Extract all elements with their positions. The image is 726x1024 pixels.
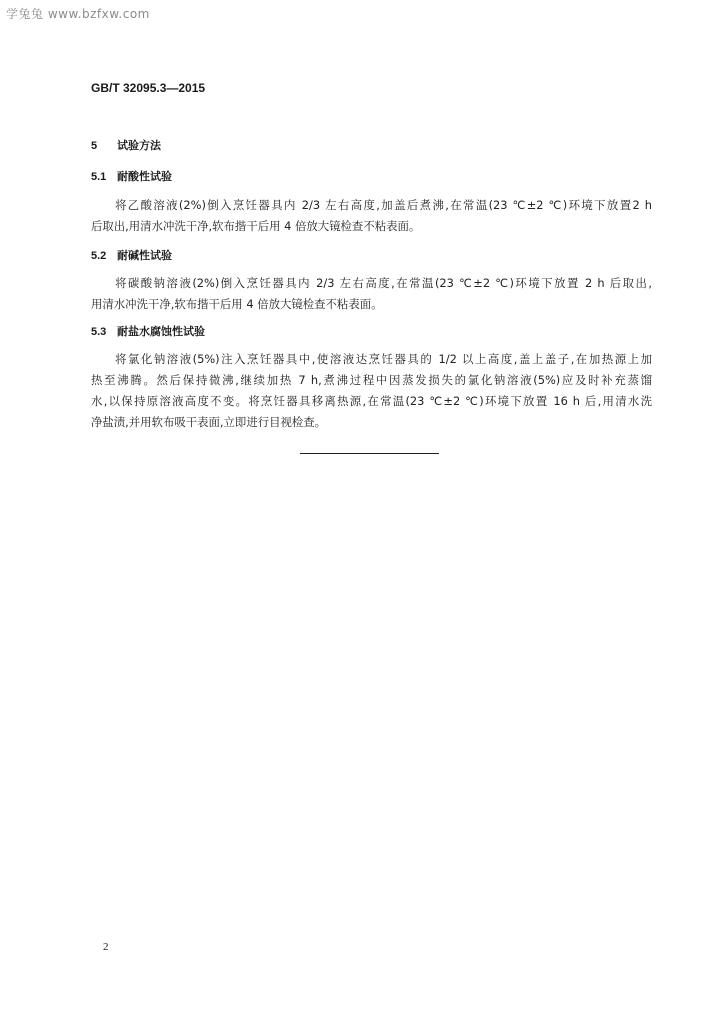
paragraph-line: 后取出,用清水冲洗干净,软布揩干后用 4 倍放大镜检查不粘表面。 [91, 219, 421, 233]
subsection-title: 耐盐水腐蚀性试验 [117, 325, 205, 338]
subsection-heading-5-2 [91, 247, 172, 263]
subsection-title: 耐碱性试验 [117, 249, 172, 262]
paragraph-5-2 [91, 273, 652, 315]
paragraph-line: 将碳酸钠溶液(2%)倒入烹饪器具内 2/3 左右高度,在常温(23 ℃±2 ℃)环境下放置 2 h 后取出, [115, 276, 652, 290]
subsection-heading-5-1 [91, 168, 172, 184]
section-title: 试验方法 [117, 139, 161, 152]
section-number: 5 [91, 140, 98, 152]
page-number: 2 [103, 941, 109, 953]
watermark-text: 学兔兔 www.bzfxw.com [6, 7, 150, 21]
paragraph-line: 将氯化钠溶液(5%)注入烹饪器具中,使溶液达烹饪器具的 1/2 以上高度,盖上盖子,在加热源上加 [115, 352, 652, 366]
subsection-heading-5-3 [91, 323, 205, 339]
subsection-number: 5.3 [91, 326, 107, 338]
paragraph-line: 将乙酸溶液(2%)倒入烹饪器具内 2/3 左右高度,加盖后煮沸,在常温(23 ℃±2 ℃)环境下放置2 h [115, 198, 652, 212]
standard-code: GB/T 32095.3—2015 [91, 81, 206, 95]
subsection-number: 5.2 [91, 250, 107, 262]
paragraph-line: 净盐渍,并用软布吸干表面,立即进行目视检查。 [91, 415, 327, 429]
paragraph-line: 用清水冲洗干净,软布揩干后用 4 倍放大镜检查不粘表面。 [91, 297, 383, 311]
paragraph-5-3 [91, 349, 652, 433]
subsection-title: 耐酸性试验 [117, 170, 172, 183]
paragraph-line: 水,以保持原溶液高度不变。将烹饪器具移离热源,在常温(23 ℃±2 ℃)环境下放置 16 h 后,用清水洗 [91, 394, 652, 408]
end-of-text-rule [300, 453, 439, 454]
section-heading [91, 137, 161, 153]
paragraph-5-1 [91, 195, 652, 237]
subsection-number: 5.1 [91, 171, 107, 183]
paragraph-line: 热至沸腾。然后保持微沸,继续加热 7 h,煮沸过程中因蒸发损失的氯化钠溶液(5%)应及时补充蒸馏 [91, 373, 652, 387]
